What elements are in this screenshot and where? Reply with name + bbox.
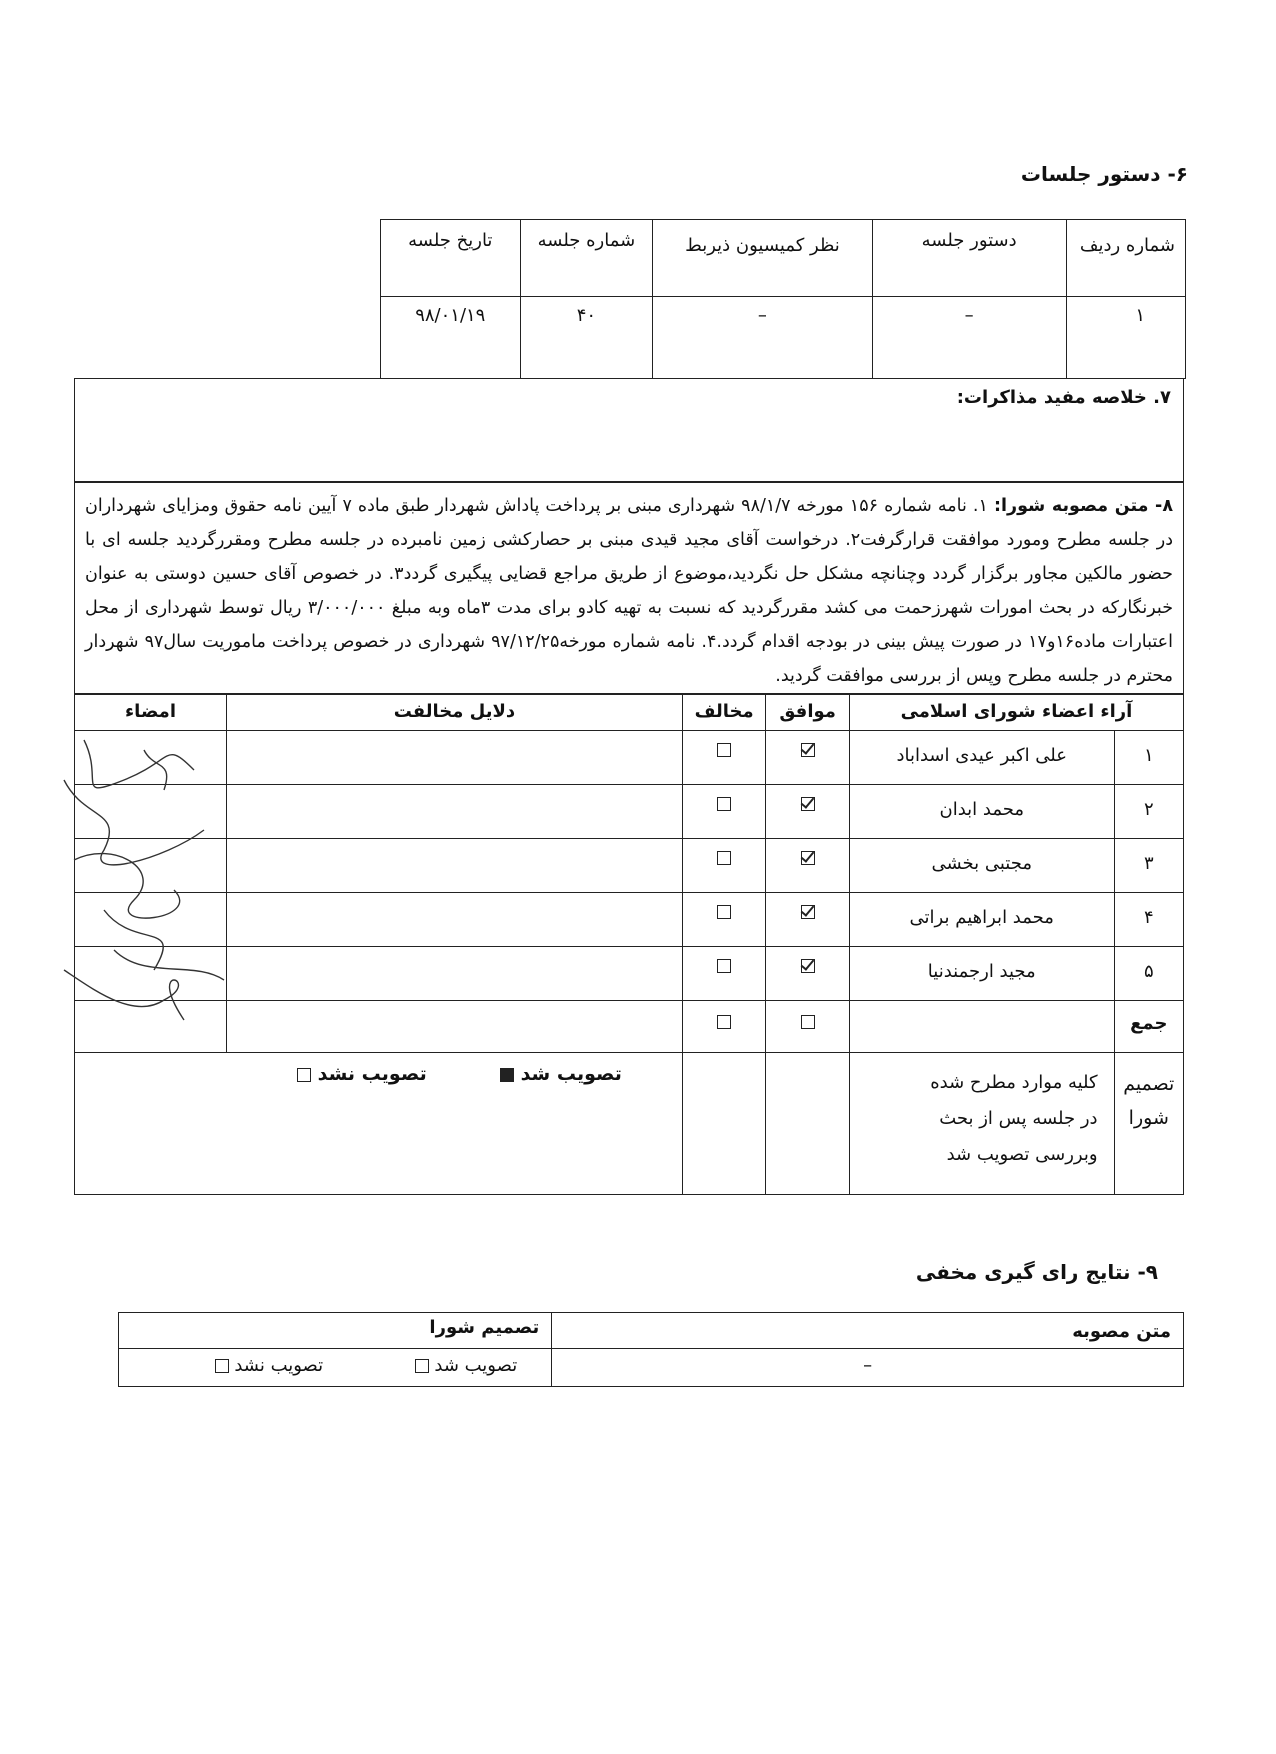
header-row-no: شماره ردیف (1066, 220, 1185, 297)
cell-session-no: ۴۰ (520, 297, 653, 379)
member-agree-cell (766, 785, 850, 839)
secret-vote-table (118, 1312, 1184, 1387)
header-secret-decision: تصمیم شورا (119, 1313, 552, 1349)
section8-paragraph (75, 483, 1183, 693)
secret-approved-checkbox[interactable] (415, 1359, 429, 1373)
member-no: ۱ (1114, 731, 1183, 785)
header-session-date: تاریخ جلسه (381, 220, 521, 297)
rejected-label: تصویب نشد (317, 1063, 427, 1085)
member-disagree-cell (682, 785, 766, 839)
cell-commission: – (653, 297, 872, 379)
decision-status (75, 1053, 683, 1195)
header-disagree: مخالف (682, 695, 766, 731)
member-name: محمد ابراهیم براتی (849, 893, 1114, 947)
secret-rejected-label: تصویب نشد (234, 1355, 324, 1376)
signatures-drawing (44, 720, 284, 1040)
member-agree-cell (766, 947, 850, 1001)
member-no: ۳ (1114, 839, 1183, 893)
section8-title: ۸- متن مصوبه شورا: (994, 496, 1173, 516)
decision-empty-1 (766, 1053, 850, 1195)
section8-box (74, 482, 1184, 694)
member-name: مجید ارجمندنیا (849, 947, 1114, 1001)
total-name-cell (849, 1001, 1114, 1053)
total-reasons-cell (227, 1001, 683, 1053)
total-label: جمع (1114, 1001, 1183, 1053)
secret-rejected-checkbox[interactable] (215, 1359, 229, 1373)
section7-box (74, 378, 1184, 482)
decision-line-1: کلیه موارد مطرح شده (930, 1072, 1098, 1093)
member-disagree-checkbox[interactable] (717, 797, 731, 811)
member-disagree-cell (682, 731, 766, 785)
member-disagree-checkbox[interactable] (717, 851, 731, 865)
member-agree-checkbox[interactable] (801, 743, 815, 757)
total-disagree-checkbox[interactable] (717, 1015, 731, 1029)
member-agree-checkbox[interactable] (801, 905, 815, 919)
decision-empty-2 (682, 1053, 766, 1195)
header-agenda: دستور جلسه (872, 220, 1066, 297)
cell-row-no: ۱ (1066, 297, 1185, 379)
header-members: آراء اعضاء شورای اسلامی (849, 695, 1183, 731)
header-reasons: دلایل مخالفت (227, 695, 683, 731)
member-reasons-cell (227, 947, 683, 1001)
decision-label: تصمیم شورا (1114, 1053, 1183, 1195)
secret-decision-cell (119, 1349, 552, 1387)
member-reasons-cell (227, 731, 683, 785)
member-agree-cell (766, 893, 850, 947)
total-disagree-cell (682, 1001, 766, 1053)
header-session-no: شماره جلسه (520, 220, 653, 297)
member-agree-cell (766, 731, 850, 785)
member-agree-cell (766, 839, 850, 893)
member-disagree-checkbox[interactable] (717, 743, 731, 757)
member-no: ۲ (1114, 785, 1183, 839)
section8-text: ۱. نامه شماره ۱۵۶ مورخه ۹۸/۱/۷ شهرداری مبنی بر پرداخت پاداش شهردار طبق ماده ۷ آیین نامه حقوق ومزایای شهرداران در جلسه مطرح ومورد موافقت قرارگرفت۲. درخواست آقای مجید قیدی مبنی بر حصارکشی زمین نامبرده در جلسه مطرح ومقررگردید جلسه ای با حضور مالکین مجاور برگزار گردد وچنانچه مشکل حل نگردید،موضوع از طریق مراجع قضایی پیگیری گردد۳. در خصوص آقای حسین دوستی به عنوان خبرنگارکه در بحث امورات شهرزحمت می کشد مقررگردید که نسبت به تهیه کادو برای مدت ۳ماه وبه مبلغ ۳/۰۰۰/۰۰۰ ریال توسط شهرداری از محل اعتبارات ماده۱۶و۱۷ در صورت پیش بینی در بودجه اقدام گردد.۴. نامه شماره مورخه۹۷/۱۲/۲۵ شهرداری در خصوص پرداخت ماموریت سال۹۷ شهردار محترم در جلسه مطرح وپس از بررسی موافقت گردید. (85, 496, 1174, 686)
member-reasons-cell (227, 785, 683, 839)
section9-title: ۹- نتایج رای گیری مخفی (915, 1260, 1158, 1284)
member-disagree-checkbox[interactable] (717, 959, 731, 973)
member-agree-checkbox[interactable] (801, 959, 815, 973)
member-agree-checkbox[interactable] (801, 797, 815, 811)
secret-text-cell: – (552, 1349, 1184, 1387)
member-agree-checkbox[interactable] (801, 851, 815, 865)
total-agree-checkbox[interactable] (801, 1015, 815, 1029)
approved-label: تصویب شد (520, 1063, 622, 1085)
member-name: مجتبی بخشی (849, 839, 1114, 893)
section6-title: ۶- دستور جلسات (1020, 162, 1188, 186)
member-name: علی اکبر عیدی اسداباد (849, 731, 1114, 785)
header-commission: نظر کمیسیون ذیربط (653, 220, 872, 297)
member-reasons-cell (227, 893, 683, 947)
decision-text (849, 1053, 1114, 1195)
member-no: ۴ (1114, 893, 1183, 947)
agenda-table (380, 219, 1186, 379)
member-reasons-cell (227, 839, 683, 893)
member-disagree-cell (682, 947, 766, 1001)
header-secret-text: متن مصوبه (552, 1313, 1184, 1349)
cell-session-date: ۹۸/۰۱/۱۹ (381, 297, 521, 379)
header-agree: موافق (766, 695, 850, 731)
decision-line-2: در جلسه پس از بحث (939, 1108, 1098, 1129)
member-disagree-cell (682, 839, 766, 893)
member-no: ۵ (1114, 947, 1183, 1001)
cell-agenda: – (872, 297, 1066, 379)
member-disagree-cell (682, 893, 766, 947)
member-disagree-checkbox[interactable] (717, 905, 731, 919)
approved-checkbox[interactable] (500, 1068, 514, 1082)
section7-title: ۷. خلاصه مفید مذاکرات: (956, 387, 1171, 408)
secret-approved-label: تصویب شد (434, 1355, 518, 1376)
rejected-checkbox[interactable] (297, 1068, 311, 1082)
decision-line-3: وبررسی تصویب شد (946, 1144, 1098, 1165)
member-name: محمد ابدان (849, 785, 1114, 839)
header-signature: امضاء (75, 695, 227, 731)
total-agree-cell (766, 1001, 850, 1053)
